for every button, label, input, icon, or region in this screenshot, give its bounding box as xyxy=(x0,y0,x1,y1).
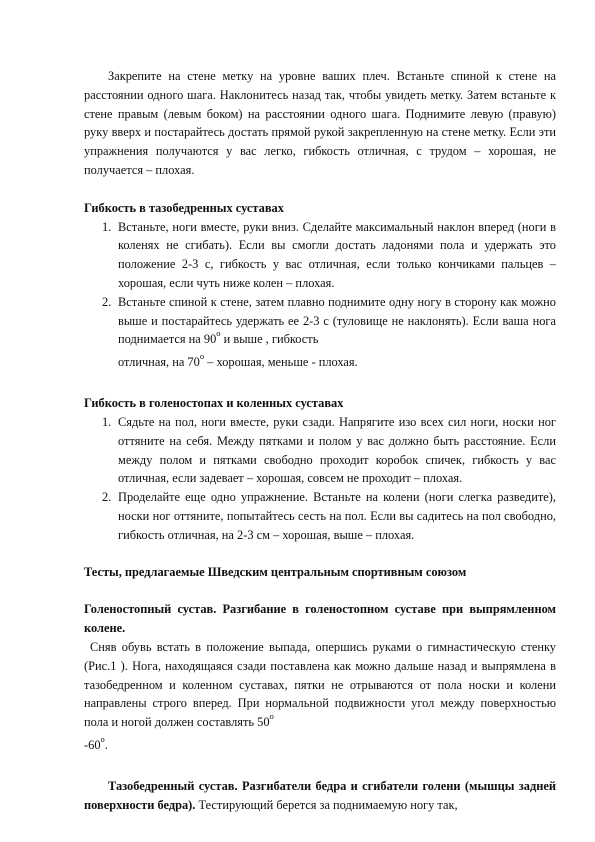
list-item xyxy=(84,413,556,488)
paragraph-text: -60 xyxy=(84,737,101,752)
list-item-text: отличная, на 70 xyxy=(118,355,200,370)
list-item-number: 2. xyxy=(102,294,112,309)
list-item xyxy=(84,218,556,293)
ankle-joint-paragraph-end xyxy=(84,732,556,759)
list-item-text: – хорошая, меньше - плохая. xyxy=(204,355,358,370)
ankle-knee-flexibility-list xyxy=(84,413,556,545)
list-item-text: Встаньте спиной к стене, затем плавно поднимите одну ногу в сторону как можно выше и постарайтесь удержать ее 2-3 с (туловище не наклонять). Если ваша нога поднимается на 90 xyxy=(118,294,556,347)
list-item-number: 1. xyxy=(102,414,112,429)
list-item-text: Сядьте на пол, ноги вместе, руки сзади. Напрягите изо всех сил ноги, носки ног оттяните на себя. Между пятками и полом у вас должно быть расстояние. Если между полом и пятками свободно проходит коробок спичек, гибкость у вас отличная, если задевает – хорошая, совсем не проходит – плохая. xyxy=(118,414,556,486)
hip-joint-heading: Тазобедренный сустав. Разгибатели бедра и сгибатели голени (мышцы задней поверхности бедра). xyxy=(84,778,556,812)
degree-mark: о xyxy=(199,351,205,362)
hip-flexibility-heading: Гибкость в тазобедренных суставах xyxy=(84,200,284,215)
list-item-number: 2. xyxy=(102,490,112,505)
intro-paragraph: Закрепите на стене метку на уровне ваших плеч. Встаньте спиной к стене на расстоянии одного шага. Наклонитесь назад так, чтобы увидеть метку. Затем встаньте к стене правым (левым боком) на расстоянии одного шага. Поднимите левую (правую) руку вверх и постарайтесь достать прямой рукой закрепленную на стене метку. Если эти упражнения получаются у вас легко, гибкость отличная, с трудом – хорошая, не получается – плохая. xyxy=(84,69,556,177)
list-item xyxy=(84,488,556,544)
list-item-text: Проделайте еще одно упражнение. Встаньте на колени (ноги слегка разведите), носки ног оттяните, попытайтесь сесть на пол. Если вы садитесь на пол свободно, гибкость отличная, на 2-3 см – хорошая, выше – плохая. xyxy=(118,490,556,542)
ankle-joint-heading: Голеностопный сустав. Разгибание в голеностопном суставе при выпрямленном колене. xyxy=(84,602,556,636)
ankle-knee-flexibility-heading: Гибкость в голеностопах и коленных суставах xyxy=(84,396,344,411)
list-item-number: 1. xyxy=(102,219,112,234)
degree-mark: о xyxy=(100,733,105,744)
list-item xyxy=(84,293,556,376)
swedish-tests-heading: Тесты, предлагаемые Шведским центральным спортивным союзом xyxy=(84,564,467,579)
hip-joint-paragraph xyxy=(84,777,556,815)
degree-mark: о xyxy=(269,711,274,722)
list-item-text: Встаньте, ноги вместе, руки вниз. Сделайте максимальный наклон вперед (ноги в коленях не сгибать). Если вы смогли достать ладонями пола и удержать это положение 2-3 с, гибкость у вас отличная, если только кончиками пальцев – хорошая, если чуть ниже колен – плохая. xyxy=(118,219,556,290)
ankle-joint-paragraph xyxy=(84,638,556,732)
paragraph-text: Тестирующий берется за поднимаемую ногу так, xyxy=(195,797,458,812)
document-content xyxy=(84,67,556,815)
paragraph-text: Сняв обувь встать в положение выпада, опершись руками о гимнастическую стенку (Рис.1 ). Нога, находящаяся сзади поставлена как можно дальше назад и выпрямлена в тазобедренном и коленном суставах, пятки не отрываются от пола носки и колени направлены строго вперед. При нормальной подвижности угол между поверхностью пола и ногой должен составлять 50 xyxy=(84,639,556,730)
list-item-text: и выше , гибкость xyxy=(220,332,319,347)
degree-mark: о xyxy=(216,328,221,339)
paragraph-text: . xyxy=(104,737,108,752)
hip-flexibility-list xyxy=(84,218,556,377)
